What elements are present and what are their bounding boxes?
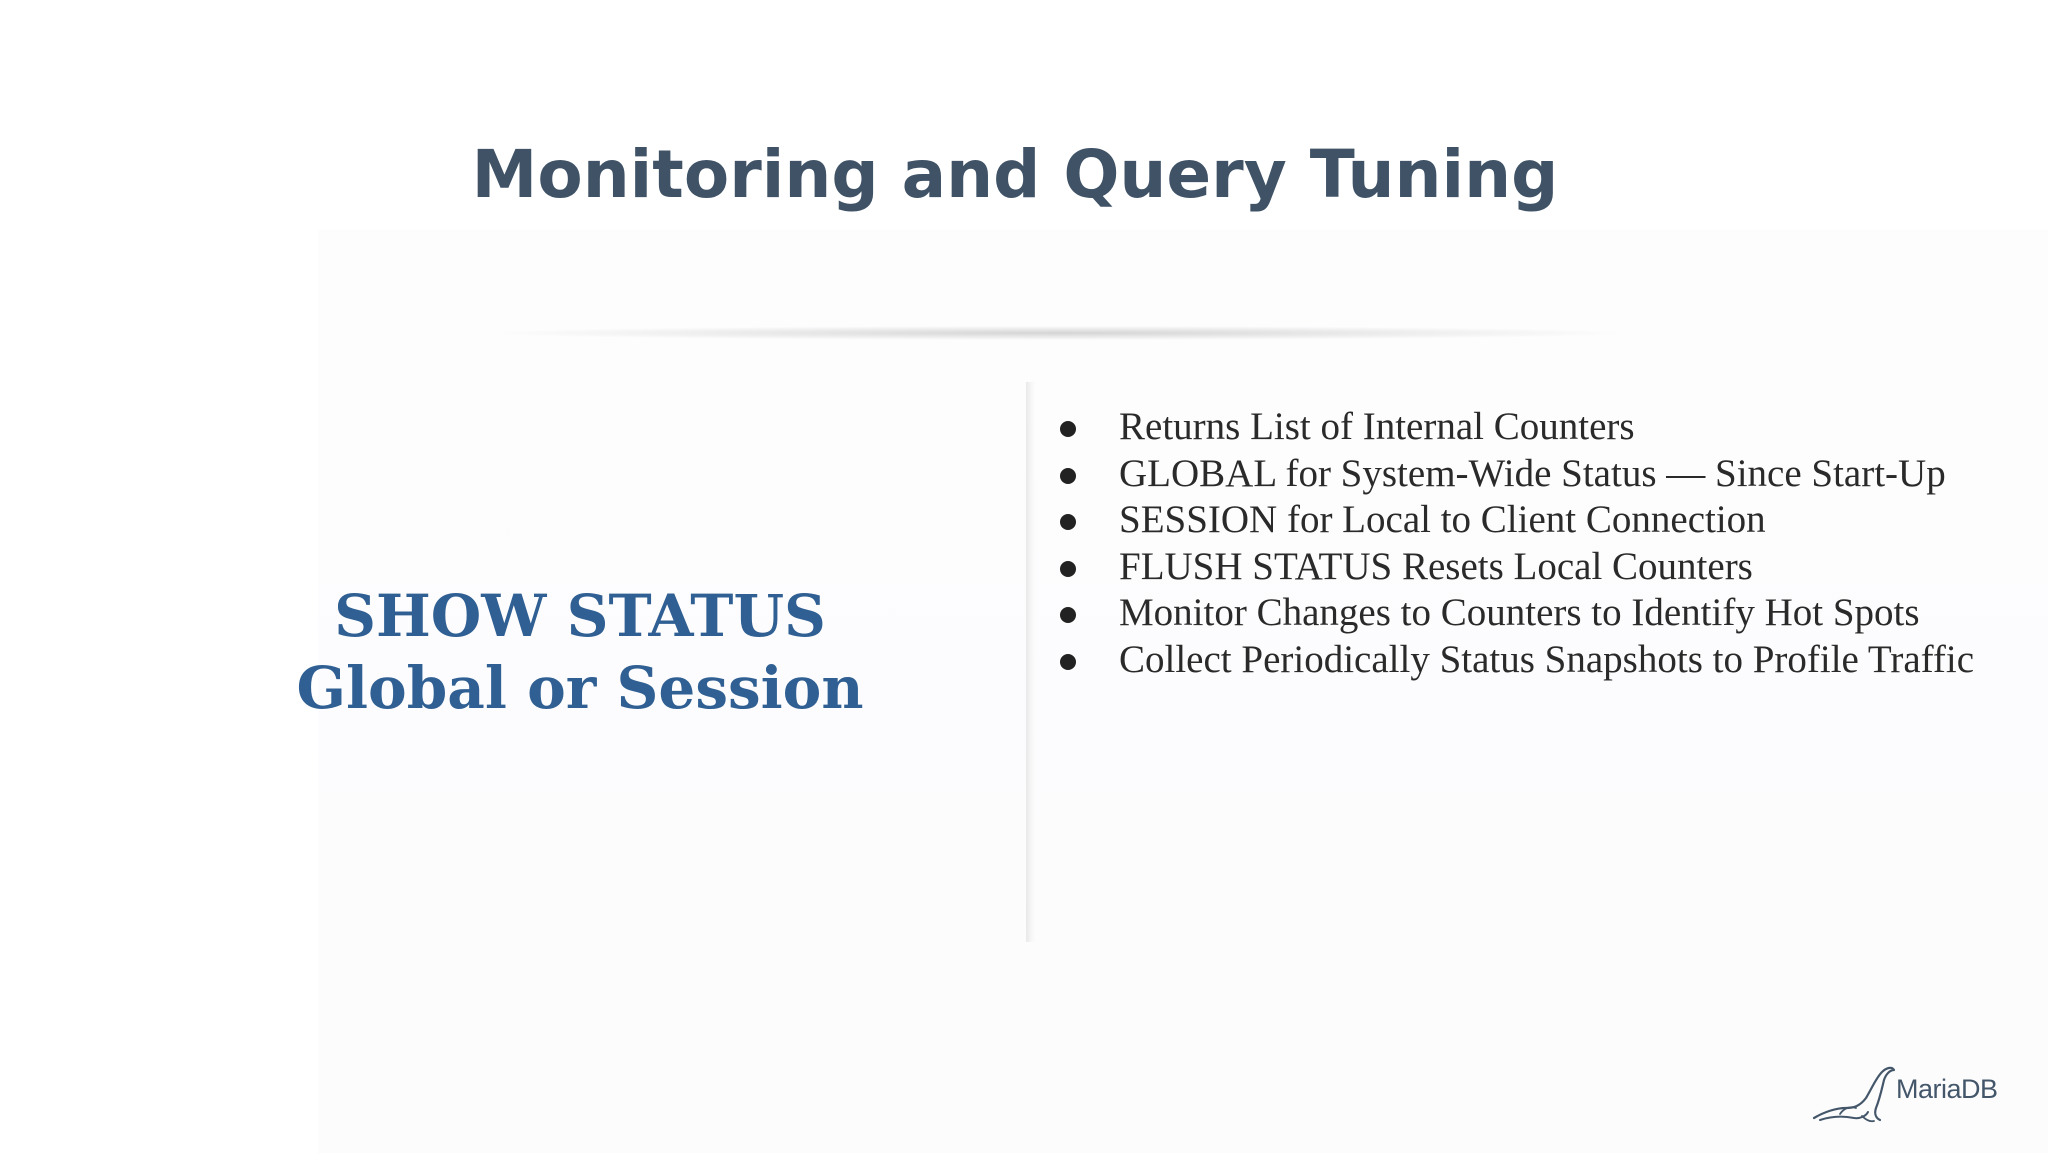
bullet-text: Monitor Changes to Counters to Identify Hot Spots xyxy=(1119,591,1920,634)
bullet-text: Returns List of Internal Counters xyxy=(1119,405,1635,448)
left-heading-line-1: SHOW STATUS xyxy=(334,582,826,650)
list-item xyxy=(1060,404,2000,451)
sea-lion-logo-icon xyxy=(1810,1058,1898,1124)
bullet-dot-icon xyxy=(1060,468,1076,484)
bullet-dot-icon xyxy=(1060,421,1076,437)
list-item xyxy=(1060,451,2000,498)
bullet-dot-icon xyxy=(1060,561,1076,577)
list-item xyxy=(1060,497,2000,544)
bullet-dot-icon xyxy=(1060,607,1076,623)
left-heading-line-2: Global or Session xyxy=(296,654,864,722)
bullet-text: FLUSH STATUS Resets Local Counters xyxy=(1119,544,1753,588)
bullet-text: GLOBAL for System-Wide Status — Since Start-Up xyxy=(1119,451,1946,495)
bullet-dot-icon xyxy=(1060,514,1076,530)
title-shadow-divider xyxy=(500,326,1620,340)
bullet-list xyxy=(1060,404,2000,683)
vertical-divider xyxy=(1026,382,1036,942)
list-item xyxy=(1060,637,2000,684)
bullet-text: SESSION for Local to Client Connection xyxy=(1119,498,1766,541)
logo-text: MariaDB xyxy=(1896,1074,1998,1104)
left-heading-box xyxy=(250,580,910,724)
bullet-dot-icon xyxy=(1060,654,1076,670)
bullet-text: Collect Periodically Status Snapshots to Profile Traffic xyxy=(1119,637,1975,681)
mariadb-logo xyxy=(1810,1058,2010,1124)
list-item xyxy=(1060,590,2000,637)
list-item xyxy=(1060,544,2000,591)
slide-title: Monitoring and Query Tuning xyxy=(471,136,1559,213)
